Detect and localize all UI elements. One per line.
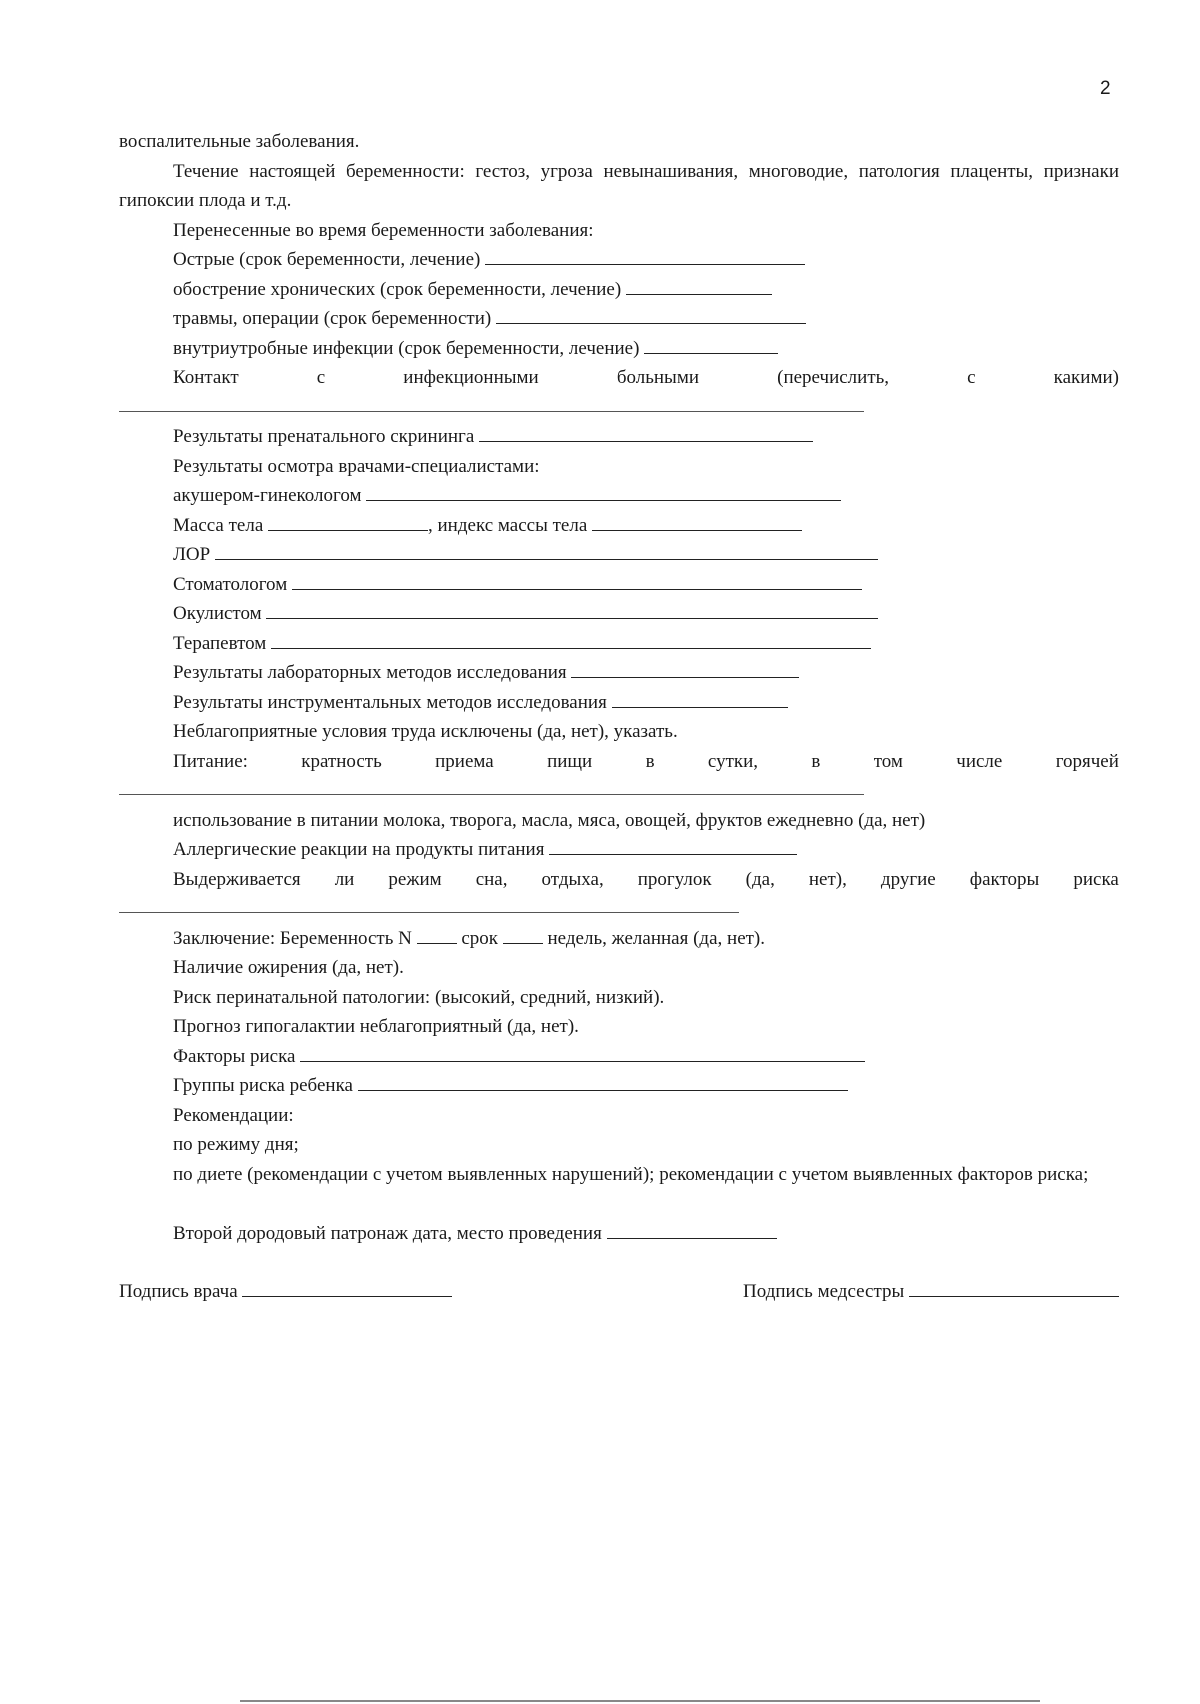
text-line: Неблагоприятные условия труда исключены (да, нет), указать. — [173, 721, 678, 742]
fill-line[interactable] — [607, 1220, 777, 1239]
word: (перечислить, — [777, 367, 890, 388]
obstetrician-field — [119, 481, 1119, 511]
conclusion-field — [119, 924, 1119, 954]
field-label: Аллергические реакции на продукты питания — [173, 839, 545, 860]
injuries-field — [119, 304, 1119, 334]
fill-line[interactable] — [300, 1043, 865, 1062]
form-body — [119, 127, 1119, 1248]
word: кратность — [301, 750, 382, 772]
dentist-field — [119, 570, 1119, 600]
fill-line — [119, 411, 864, 412]
doctor-signature-field — [119, 1278, 452, 1303]
word: (да, — [745, 868, 775, 890]
word: Контакт — [173, 367, 239, 388]
word: больными — [616, 367, 700, 388]
risk-factors-field — [119, 1042, 1119, 1072]
term-fill-line[interactable] — [503, 925, 543, 944]
word: ли — [334, 868, 355, 890]
word: числе — [956, 750, 1003, 772]
fill-line[interactable] — [292, 571, 862, 590]
field-label: Второй дородовый патронаж дата, место проведения — [173, 1222, 602, 1244]
field-label: Терапевтом — [173, 632, 267, 654]
fill-line — [119, 794, 864, 795]
field-label: Подпись врача — [119, 1281, 238, 1302]
word: инфекционными — [403, 367, 539, 388]
infection-contact-fill[interactable] — [119, 393, 1119, 423]
infection-contact-line — [119, 363, 1119, 393]
text-line: воспалительные заболевания. — [119, 131, 360, 152]
field-label: Группы риска ребенка — [173, 1075, 353, 1096]
fill-line[interactable] — [571, 659, 799, 678]
fill-line[interactable] — [366, 482, 841, 501]
field-label: акушером-гинекологом — [173, 485, 362, 506]
page-number: 2 — [1100, 78, 1111, 99]
body-mass-field — [119, 511, 1119, 541]
nutrition-line — [119, 747, 1119, 777]
field-label: Факторы риска — [173, 1045, 296, 1067]
text-line: использование в питании молока, творога, масла, мяса, овощей, фруктов ежедневно (да, нет) — [173, 809, 926, 831]
field-label: срок — [461, 927, 499, 949]
word: с — [967, 367, 976, 388]
field-label: Масса тела — [173, 514, 264, 536]
text-line: по режиму дня; — [173, 1134, 299, 1155]
doctor-signature-line[interactable] — [242, 1278, 452, 1297]
text-line: Перенесенные во время беременности заболевания: — [173, 219, 594, 241]
text-line: Прогноз гипогалактии неблагоприятный (да, нет). — [173, 1016, 579, 1037]
regimen-fill[interactable] — [119, 894, 1119, 924]
field-label: Заключение: Беременность N — [173, 927, 412, 949]
word: горячей — [1055, 750, 1119, 772]
instrumental-results-field — [119, 688, 1119, 718]
fill-line — [119, 912, 739, 913]
nutrition-fill[interactable] — [119, 776, 1119, 806]
text-line: Наличие ожирения (да, нет). — [173, 957, 404, 978]
ent-field — [119, 540, 1119, 570]
chronic-exacerbation-field — [119, 275, 1119, 305]
word: сна, — [475, 868, 508, 890]
word: нет), — [808, 868, 847, 890]
fill-line[interactable] — [266, 600, 878, 619]
fill-line[interactable] — [626, 276, 772, 295]
word: риска — [1073, 868, 1119, 890]
regimen-line — [119, 865, 1119, 895]
field-label: Результаты пренатального скрининга — [173, 426, 475, 447]
pregnancy-course-paragraph: Течение настоящей беременности: гестоз, угроза невынашивания, многоводие, патология плаценты, признаки гипоксии плода и т.д. — [119, 160, 1119, 211]
word: факторы — [969, 868, 1040, 890]
lab-results-field — [119, 658, 1119, 688]
field-label: Подпись медсестры — [743, 1281, 905, 1302]
fill-line[interactable] — [479, 423, 813, 442]
field-label: обострение хронических (срок беременности, лечение) — [173, 278, 622, 300]
child-risk-group-field — [119, 1071, 1119, 1101]
nurse-signature-field — [743, 1278, 1119, 1303]
fill-line[interactable] — [612, 689, 788, 708]
word: в — [645, 750, 655, 772]
word: пищи — [547, 750, 593, 772]
fill-line[interactable] — [549, 836, 797, 855]
field-label: Окулистом — [173, 603, 262, 624]
word: том — [873, 750, 903, 772]
prenatal-screening-field — [119, 422, 1119, 452]
nurse-signature-line[interactable] — [909, 1278, 1119, 1297]
field-label: Острые (срок беременности, лечение) — [173, 249, 481, 270]
text-line: Рекомендации: — [173, 1104, 294, 1126]
word: прогулок — [637, 868, 712, 890]
word: отдыха, — [541, 868, 604, 890]
word: режим — [388, 868, 442, 890]
diet-recommendations-paragraph: по диете (рекомендации с учетом выявленных нарушений); рекомендации с учетом выявленных факторов риска; — [173, 1163, 1089, 1185]
therapist-field — [119, 629, 1119, 659]
allergy-field — [119, 835, 1119, 865]
fill-line[interactable] — [644, 335, 778, 354]
word: какими) — [1053, 367, 1119, 388]
fill-line[interactable] — [358, 1072, 848, 1091]
word: с — [316, 367, 326, 388]
signature-row — [119, 1278, 1119, 1303]
field-label: , индекс массы тела — [428, 514, 588, 536]
field-label: травмы, операции (срок беременности) — [173, 308, 492, 329]
acute-diseases-field — [119, 245, 1119, 275]
word: Питание: — [173, 750, 248, 772]
body-mass-fill-line[interactable] — [268, 512, 428, 531]
second-visit-field — [119, 1219, 1119, 1249]
text-line: Результаты осмотра врачами-специалистами: — [173, 455, 540, 477]
field-label: ЛОР — [173, 544, 211, 565]
fill-line[interactable] — [485, 246, 805, 265]
field-label: Результаты лабораторных методов исследования — [173, 662, 567, 683]
field-label: недель, желанная (да, нет). — [547, 927, 766, 949]
fill-line[interactable] — [496, 305, 806, 324]
pregnancy-number-fill-line[interactable] — [417, 925, 457, 944]
scan-bottom-edge — [240, 1700, 1040, 1702]
field-label: Стоматологом — [173, 573, 288, 595]
bmi-fill-line[interactable] — [592, 512, 802, 531]
word: другие — [880, 868, 936, 890]
text-line: Риск перинатальной патологии: (высокий, средний, низкий). — [173, 986, 665, 1008]
fill-line[interactable] — [271, 630, 871, 649]
ophthalmologist-field — [119, 599, 1119, 629]
word: сутки, — [707, 750, 759, 772]
word: Выдерживается — [173, 868, 301, 890]
intrauterine-infections-field — [119, 334, 1119, 364]
field-label: Результаты инструментальных методов исследования — [173, 691, 607, 713]
field-label: внутриутробные инфекции (срок беременности, лечение) — [173, 337, 640, 359]
word: приема — [435, 750, 494, 772]
word: в — [811, 750, 821, 772]
fill-line[interactable] — [215, 541, 878, 560]
